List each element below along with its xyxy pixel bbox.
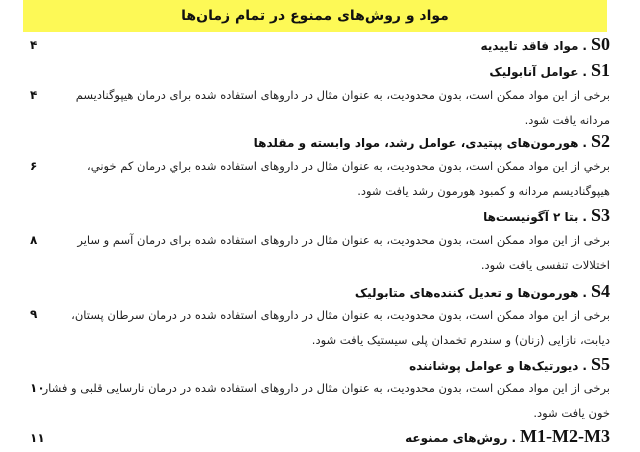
section-code: S5 [590,354,610,374]
section-label: عوامل آنابولیک [489,65,579,79]
section-code: S2 [590,131,610,151]
section-heading [489,60,610,81]
section-code: S1 [590,60,610,80]
section-s2 [0,131,640,201]
section-s3 [0,205,640,275]
separator: . [582,39,587,53]
section-s4 [0,281,640,351]
page-title: مواد و روش‌های ممنوع در تمام زمان‌ها [181,8,449,24]
separator: . [582,65,587,79]
page-number: ۱۰ [30,381,45,395]
section-description: برخی از این مواد ممکن است، بدون محدودیت، به عنوان مثال در داروهای استفاده شده در درمان نارسایی قلبی و فشار خون یافت شود. [42,381,610,420]
separator: . [582,136,587,150]
separator: . [582,359,587,373]
section-code: S0 [590,34,610,54]
section-description: برخي از این مواد ممکن است، بدون محدودیت، به عنوان مثال در داروهای استفاده شده براي درمان کم خوني، هیپوگنادیسم مردانه و کمبود هورمون رشد یافت شود. [87,159,610,198]
separator: . [582,286,587,300]
section-heading [483,205,610,226]
section-label: بتا ۲ آگونیست‌ها [483,210,579,224]
section-s5 [0,354,640,424]
section-label: روش‌های ممنوعه [405,431,508,445]
section-heading [409,354,610,375]
page-number: ۱۱ [30,431,45,445]
section-code: S3 [590,205,610,225]
separator: . [511,431,517,445]
section-heading [405,426,610,447]
page-number: ۹ [30,307,38,321]
section-heading [254,131,610,152]
title-band [23,0,607,32]
page-number: ۶ [30,159,38,173]
section-description: برخی از این مواد ممکن است، بدون محدودیت، به عنوان مثال در داروهای استفاده شده در درمان سرطان پستان، دیابت، نازایی (زنان) و سندرم تخمدان پلی سیستیک یافت شود. [71,308,610,347]
section-code: M1-M2-M3 [520,426,610,446]
section-label: هورمون‌های پپتیدی، عوامل رشد، مواد وابسته و مقلدها [253,136,579,150]
section-m1-m2-m3 [0,426,640,452]
section-code: S4 [590,281,610,301]
page-number: ۴ [30,88,38,102]
section-description: برخی از این مواد ممکن است، بدون محدودیت، به عنوان مثال در داروهای استفاده شده برای درمان آسم و سایر اختلالات تنفسی یافت شود. [77,233,610,272]
section-s0 [0,34,640,58]
section-heading [481,34,610,55]
section-description: برخی از این مواد ممکن است، بدون محدودیت، به عنوان مثال در داروهای استفاده شده برای درمان هیپوگنادیسم مردانه یافت شود. [75,88,610,127]
section-s1 [0,60,640,128]
section-label: مواد فاقد تاییدیه [480,39,579,53]
section-heading [355,281,610,302]
separator: . [582,210,587,224]
section-label: دیورتیک‌ها و عوامل پوشاننده [409,359,579,373]
section-label: هورمون‌ها و تعدیل کننده‌های متابولیک [354,286,579,300]
page-number: ۴ [30,38,38,52]
page-number: ۸ [30,233,38,247]
